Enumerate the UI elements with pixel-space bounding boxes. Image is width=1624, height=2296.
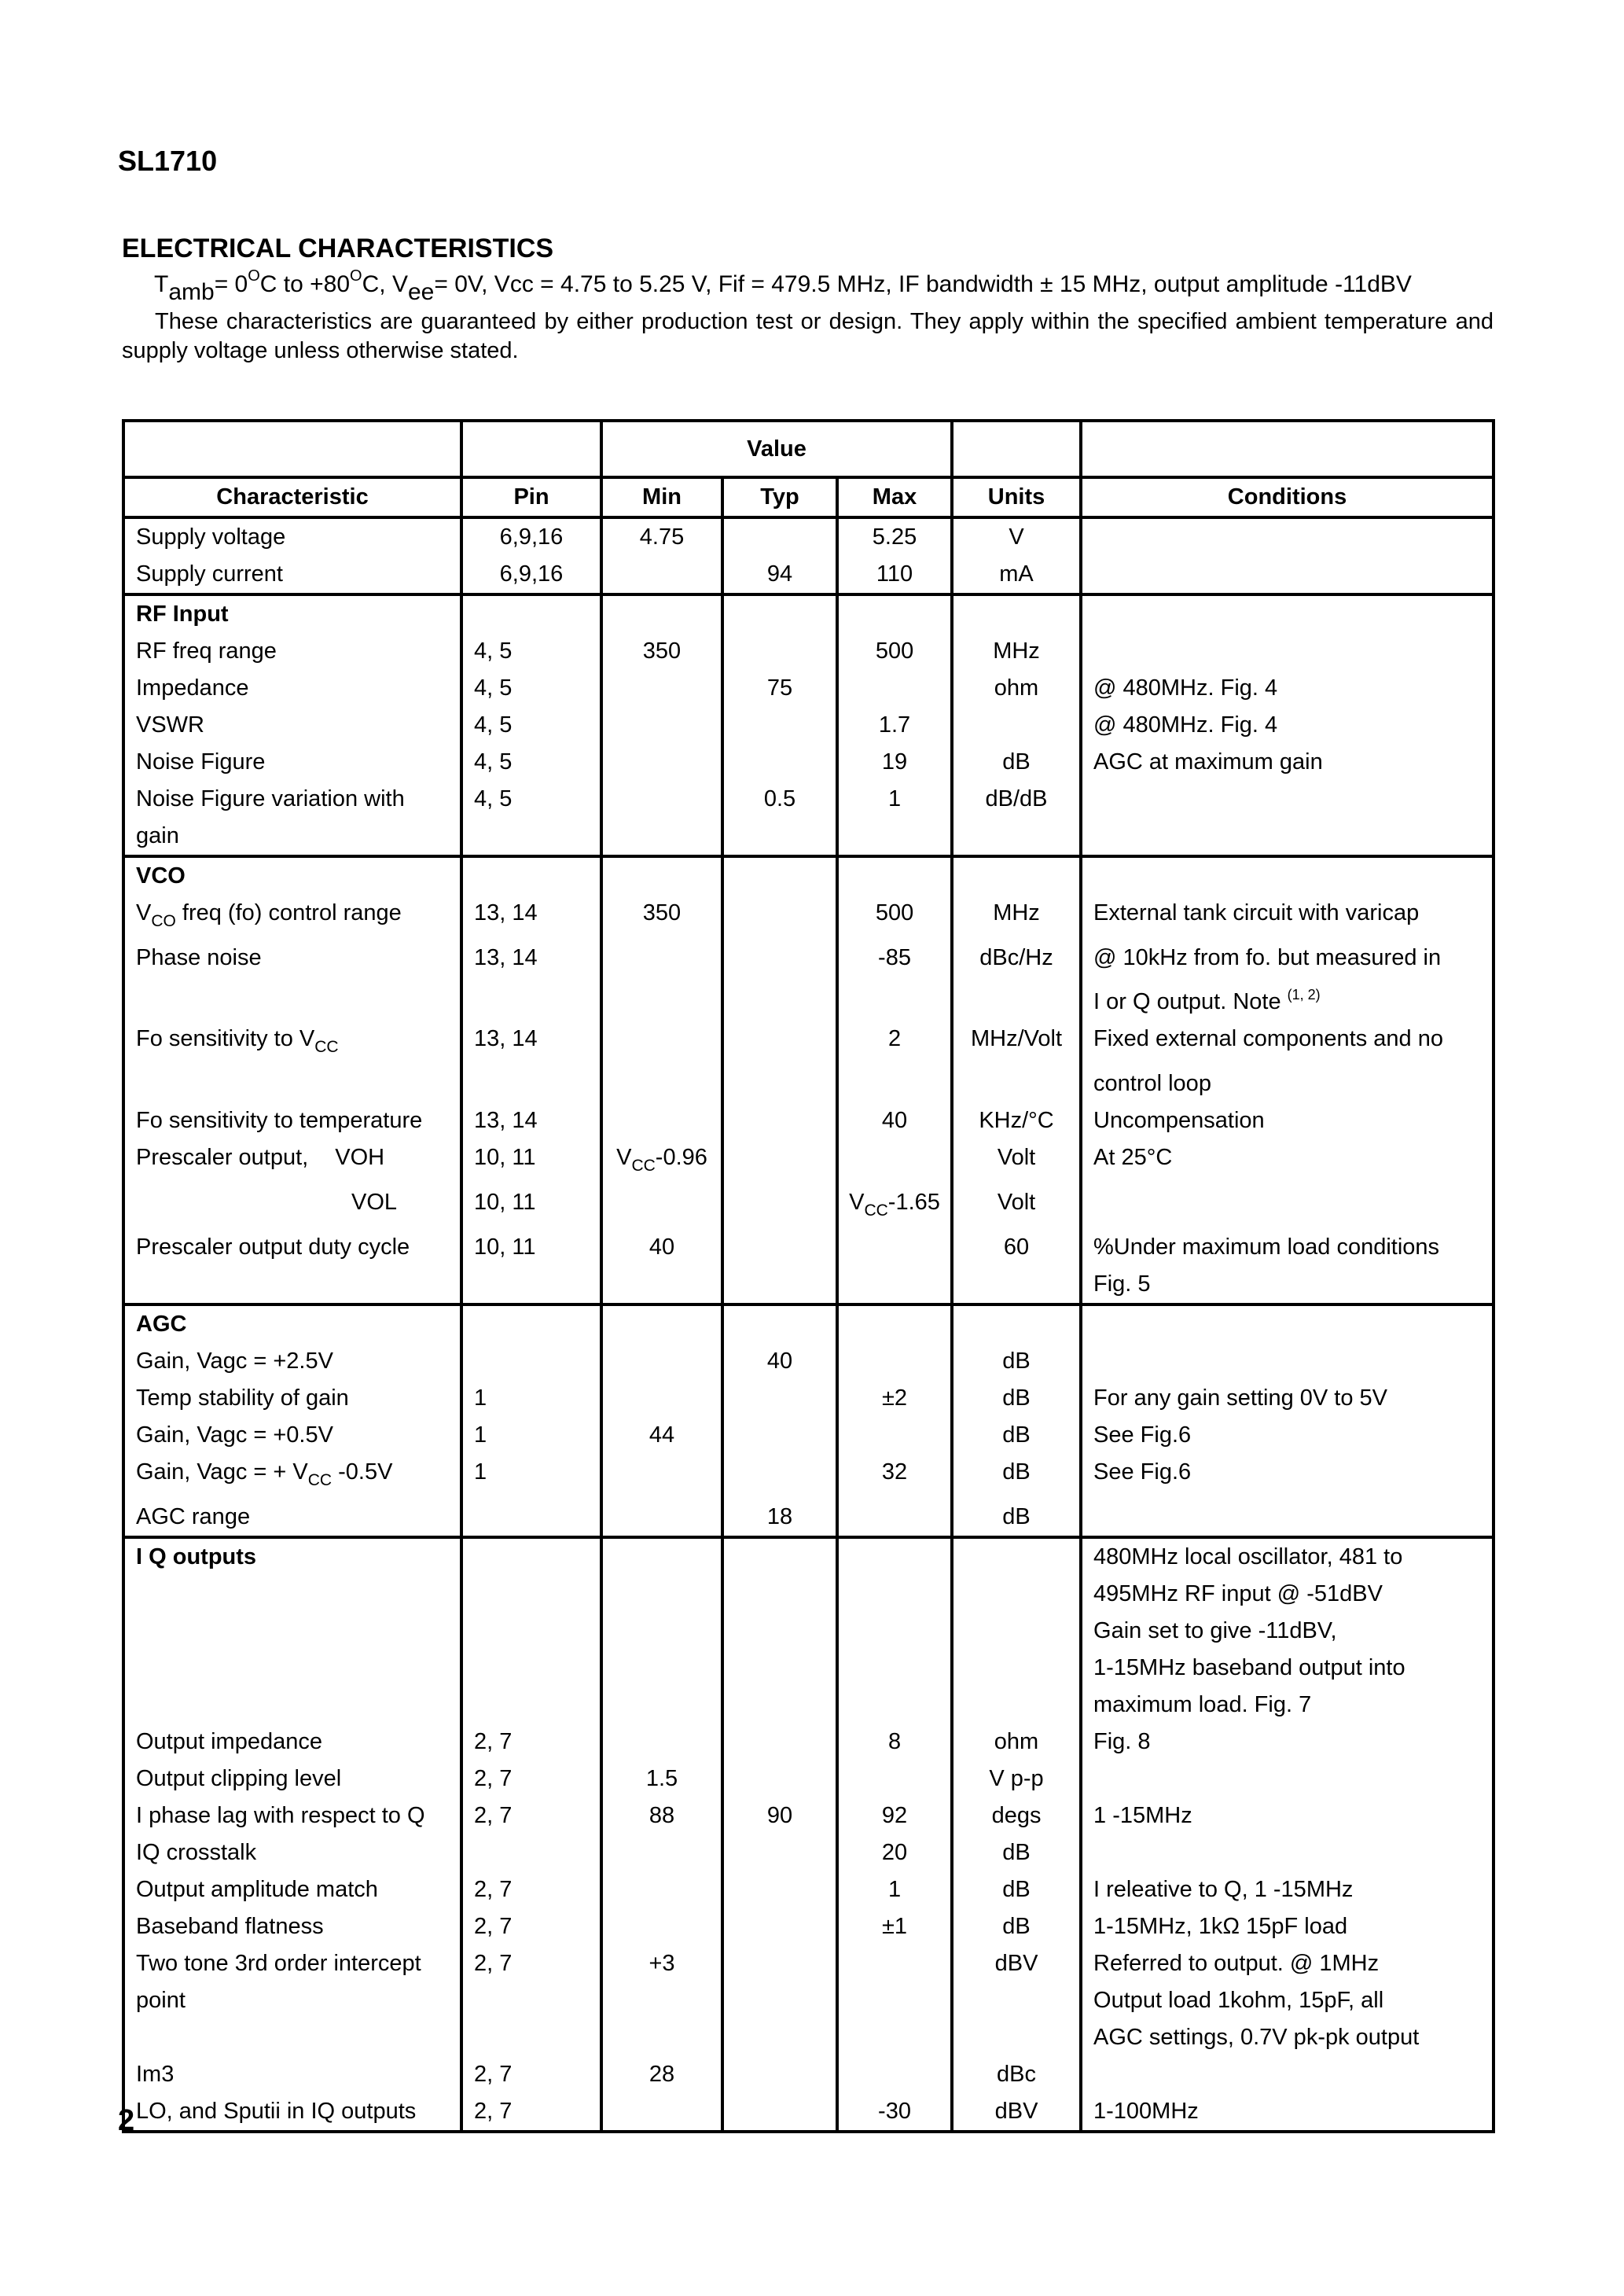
table-row: I phase lag with respect to Q 2, 7 88 90 92 degs 1 -15MHz [123,1797,1494,1834]
table-row: Output amplitude match 2, 7 1 dB I releative to Q, 1 -15MHz [123,1871,1494,1908]
header-conditions: Conditions [1081,477,1494,517]
table-row: AGC settings, 0.7V pk-pk output [123,2019,1494,2056]
header-typ: Typ [722,477,837,517]
section-heading-iq: I Q outputs 480MHz local oscillator, 481 to [123,1537,1494,1576]
value-group-header: Value [601,421,952,477]
table-row: Prescaler output, VOH 10, 11 $V_{CC}-0.96$ Volt At 25°C [123,1139,1494,1184]
table-row: Supply voltage 6,9,16 4.75 5.25 V [123,517,1494,556]
table-row: Im3 2, 7 28 dBc [123,2056,1494,2093]
section-heading-agc: AGC [123,1304,1494,1343]
header-max: Max [837,477,952,517]
table-row: maximum load. Fig. 7 [123,1687,1494,1724]
table-row: Gain set to give -11dBV, [123,1613,1494,1650]
header-pin: Pin [461,477,601,517]
page-number: 2 [118,2104,135,2137]
table-row: AGC range 18 dB [123,1499,1494,1537]
header-min: Min [601,477,722,517]
table-row: Noise Figure variation with 4, 5 0.5 1 dB/dB [123,781,1494,818]
document-id: SL1710 [118,145,218,177]
table-row: I or Q output. Note $^{(1, 2)}$ [123,977,1494,1021]
table-row: Fo sensitivity to $V_{CC}$ 13, 14 2 MHz/Volt Fixed external components and no [123,1021,1494,1065]
table-row: Prescaler output duty cycle 10, 11 40 60 %Under maximum load conditions [123,1229,1494,1266]
table-row: $V_{CO}$ freq (fo) control range 13, 14 350 500 MHz External tank circuit with varicap [123,895,1494,940]
table-row: Supply current 6,9,16 94 110 mA [123,556,1494,594]
header-units: Units [952,477,1081,517]
column-headers [123,477,1494,517]
section-heading-rf: RF Input [123,594,1494,633]
table-row: Baseband flatness 2, 7 ±1 dB 1-15MHz, 1kΩ 15pF load [123,1908,1494,1945]
table-row: LO, and Sputii in IQ outputs 2, 7 -30 dBV 1-100MHz [123,2093,1494,2132]
table-row: Fig. 5 [123,1266,1494,1304]
table-row: Temp stability of gain 1 ±2 dB For any gain setting 0V to 5V [123,1380,1494,1417]
table-row: Two tone 3rd order intercept 2, 7 +3 dBV Referred to output. @ 1MHz [123,1945,1494,1982]
table-row: 1-15MHz baseband output into [123,1650,1494,1687]
table-row: Noise Figure 4, 5 19 dB AGC at maximum gain [123,744,1494,781]
table-row: Gain, Vagc = +0.5V 1 44 dB See Fig.6 [123,1417,1494,1454]
table-row: gain [123,818,1494,856]
electrical-characteristics-table [122,419,1495,2133]
table-row: VOL 10, 11 $V_{CC}-1.65$ Volt [123,1184,1494,1229]
table-row: Gain, Vagc = +2.5V 40 dB [123,1343,1494,1380]
table-row: Gain, Vagc = + $V_{CC}$ -0.5V 1 32 dB See Fig.6 [123,1454,1494,1499]
section-heading-vco: VCO [123,856,1494,895]
table-row: RF freq range 4, 5 350 500 MHz [123,633,1494,670]
table-row: Fo sensitivity to temperature 13, 14 40 KHz/°C Uncompensation [123,1102,1494,1139]
table-row: Output clipping level 2, 7 1.5 V p-p [123,1761,1494,1797]
table-row: Phase noise 13, 14 -85 dBc/Hz @ 10kHz from fo. but measured in [123,940,1494,977]
section-title: ELECTRICAL CHARACTERISTICS [122,234,554,263]
table-row: Output impedance 2, 7 8 ohm Fig. 8 [123,1724,1494,1761]
table-row: point Output load 1kohm, 15pF, all [123,1982,1494,2019]
header-characteristic: Characteristic [123,477,461,517]
test-conditions: $T_{amb}= 0^OC$ to $+80^OC$, $V_{ee}= 0V$, Vcc = 4.75 to 5.25 V, Fif = 479.5 MHz, IF bandwidth ± 15 MHz, output amplitude -11dBV [154,267,1412,305]
table-row: control loop [123,1065,1494,1102]
table-row: Impedance 4, 5 75 ohm @ 480MHz. Fig. 4 [123,670,1494,707]
table-row: IQ crosstalk 20 dB [123,1834,1494,1871]
table-row: VSWR 4, 5 1.7 @ 480MHz. Fig. 4 [123,707,1494,744]
guarantee-note: These characteristics are guaranteed by either production test or design. They apply within the specified ambient temperature and supply voltage unless otherwise stated. [122,309,1494,363]
table-row: 495MHz RF input @ -51dBV [123,1576,1494,1613]
